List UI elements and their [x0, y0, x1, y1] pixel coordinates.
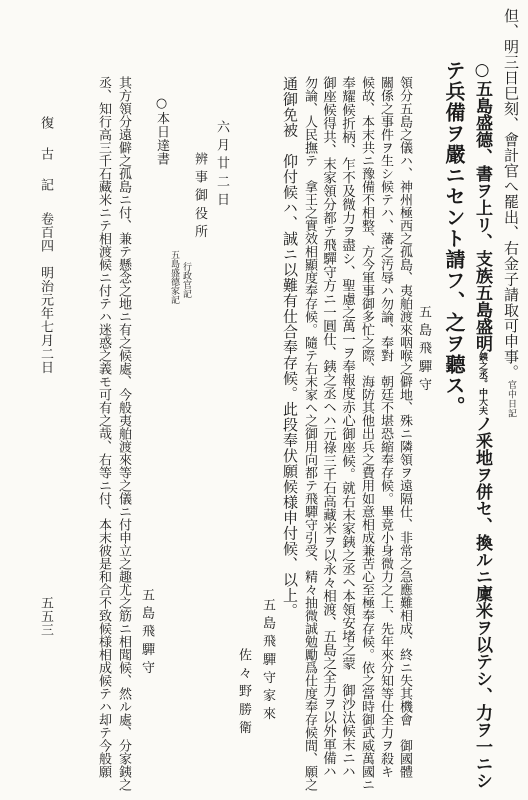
date-text: 六 月 廿 二 日	[214, 120, 229, 207]
sender-mid-2	[236, 648, 250, 734]
body-line-3	[359, 76, 373, 791]
page-number	[38, 596, 52, 637]
headline-part-2: ノ釆地ヲ併セ、換ルニ廩米ヲ以テシ、力ヲ一ニシ	[472, 415, 492, 789]
body-line-6-text: 勿論、人民撫テ 拿王之實效相顯度奉存候。隨テ右末家ヘ之御用向都テ飛驒守引受、精々抽微誠勉勵爲仕度奉存候間、願之	[302, 76, 317, 791]
date-line	[214, 120, 228, 206]
body-line-7-text: 通御免被 仰付候ハ、誠ニ以難有仕合奉存候。此段奉伏願候様申付候、以上。	[281, 76, 299, 619]
headline-part-1: ○五島盛德、書ヲ上リ、支族五島盛明	[472, 60, 492, 352]
body-line-6	[302, 76, 316, 791]
ordinance-head	[154, 96, 168, 166]
body-line-4	[340, 76, 354, 778]
sender-mid-1	[260, 598, 274, 720]
sender-top-text: 五 島 飛 驒 守	[416, 305, 431, 392]
ordinance-head-text: ○本日達書	[154, 96, 169, 166]
ordinance-sender-text: 五 島 飛 驒 守	[139, 588, 154, 675]
ordinance-line-2-text: 丞、知行高三千石藏米ニテ相渡候ニ付テハ迷惑之義モ可有之哉、右等ニ付、本末彼是和合不致候様相成候テハ却テ今般願	[96, 76, 111, 778]
body-line-5	[321, 76, 335, 778]
office-line	[192, 152, 206, 238]
sender-mid-1-text: 五 島 飛 驒 守 家 來	[260, 598, 275, 721]
header-text: 但、明三日巳刻、會計官へ罷出、右金子請取可申事。	[502, 8, 520, 380]
record-note-1-text: 五島盛德家記	[169, 250, 179, 304]
ordinance-sender	[139, 588, 153, 674]
page-number-text: 五五三	[38, 596, 53, 637]
headline-line-2-text: テ兵備ヲ嚴ニセント請フ、之ヲ聽ス。	[442, 60, 466, 417]
header-source-note: 官中日記	[506, 380, 516, 418]
headline-line-1	[472, 60, 490, 789]
body-line-7	[281, 76, 297, 619]
office-text: 辨 事 御 役 所	[192, 152, 207, 239]
body-line-1-text: 領分五島之儀ハ、神州極西之孤島、夷舶渡來咽喉之僻地、殊ニ隣領ヲ遠隔仕、非常之急應難相成、終ニ失其機會 御國體	[397, 76, 412, 778]
headline-line-2	[443, 60, 464, 417]
body-line-5-text: 御座候得共、末家領分都テ飛驒守方ニ一圓仕、銕之丞ヘハ元祿三千石高藏米ヲ以永々相渡、五島之全力ヲ以外軍備ハ	[320, 76, 336, 778]
body-line-1	[397, 76, 411, 778]
record-note-2-text: 行政官記	[181, 262, 191, 298]
ordinance-line-1	[116, 76, 130, 791]
body-line-2-text: 關係之事件ヲ生シ候テハ、藩之汚辱ハ勿論、奉對 朝廷不堪恐縮奉存候。畢竟小身微力之上、先年來分知等仕全力ヲ殺キ	[378, 76, 393, 778]
headline-note: 銕之丞。中大夫	[477, 352, 487, 415]
record-note-2	[181, 262, 190, 298]
body-line-4-text: 奉耀候折柄、乍不及微力ヲ盡シ、聖慮之萬一ヲ奉報度赤心御座候。就右末家銕之丞ヘ本領安堵之蒙 御沙汰候末ニハ	[339, 76, 355, 778]
footer-info-text: 卷百四 明治元年七月二日	[38, 212, 53, 374]
sender-top	[416, 305, 430, 391]
record-note-1	[169, 250, 178, 304]
ordinance-line-1-text: 其方領分遠僻之孤島ニ付、兼テ懸念之地ニ有之候處、今般夷舶渡來等之儀ニ付申立之趣尤之筋ニ相聞候、然ル處、分家銕之	[116, 76, 131, 791]
footer-info	[38, 212, 52, 374]
body-line-3-text: 候故、本末共ニ豫備不相整、方今軍事御多忙之際、海防其他出兵之費用如意相成兼苦心至極奉存候。依之當時御武威萬國ニ	[359, 76, 374, 791]
ordinance-line-2	[96, 76, 110, 778]
footer-title	[38, 116, 52, 198]
body-line-2	[378, 76, 392, 778]
header-line	[502, 8, 518, 418]
sender-mid-2-text: 佐 々 野 勝 衛	[236, 648, 251, 735]
footer-title-text: 復 古 記	[38, 116, 53, 199]
